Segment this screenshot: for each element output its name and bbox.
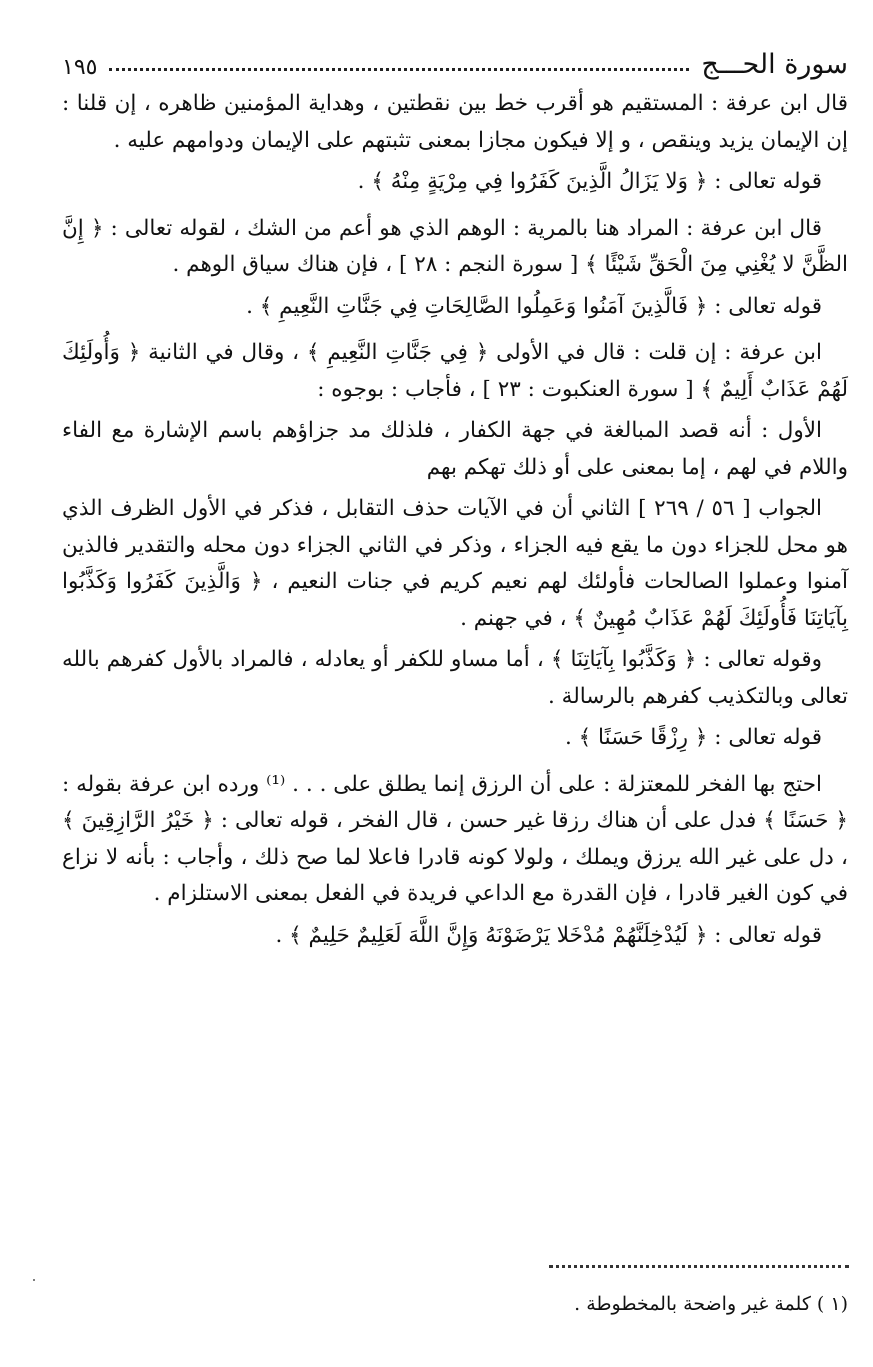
header-dotted-leader [109, 68, 689, 71]
running-header [62, 40, 848, 80]
surah-title: سورة الحـــج [701, 49, 848, 80]
verse-line-4: قوله تعالى : ﴿ لَيُدْخِلَنَّهُمْ مُدْخَلا يَرْضَوْنَهُ وَإِنَّ اللَّهَ لَعَلِيمٌ حَلِيمٌ ﴾ . [275, 922, 822, 948]
paragraph-3: ابن عرفة : إن قلت : قال في الأولى ﴿ فِي جَنَّاتِ النَّعِيمِ ﴾ ، وقال في الثانية ﴿ وَأُولَئِكَ لَهُمْ عَذَابٌ أَلِيمٌ ﴾ [ سورة العنكبوت : ٢٣ ] ، فأجاب : بوجوه : [62, 340, 848, 402]
scan-speck [33, 1279, 35, 1281]
paragraph-6: وقوله تعالى : ﴿ وَكَذَّبُوا بِآيَاتِنَا ﴾ ، أما مساو للكفر أو يعادله ، فالمراد بالأول كفرهم بالله تعالى وبالتكذيب كفرهم بالرسالة . [62, 647, 848, 709]
footnote: (١ ) كلمة غير واضحة بالمخطوطة . [574, 1293, 848, 1315]
paragraph-1: قال ابن عرفة : المستقيم هو أقرب خط بين نقطتين ، وهداية المؤمنين ظاهره ، إن قلنا : إن الإيمان يزيد وينقص ، و إلا فيكون مجازا بمعنى تثبتهم على الإيمان ودوامهم عليه . [62, 91, 848, 153]
footnote-separator [549, 1265, 849, 1268]
verse-line-1: قوله تعالى : ﴿ وَلا يَزَالُ الَّذِينَ كَفَرُوا فِي مِرْيَةٍ مِنْهُ ﴾ . [357, 169, 822, 194]
page-number: ١٩٥ [62, 55, 98, 80]
paragraph-4: الأول : أنه قصد المبالغة في جهة الكفار ، فلذلك مد جزاؤهم باسم الإشارة مع الفاء واللام في لهم ، إما بمعنى على أو ذلك تهكم بهم [62, 418, 848, 480]
paragraph-2: قال ابن عرفة : المراد هنا بالمرية : الوهم الذي هو أعم من الشك ، لقوله تعالى : ﴿ إِنَّ الظَّنَّ لا يُغْنِي مِنَ الْحَقِّ شَيْئًا ﴾ [ سورة النجم : ٢٨ ] ، فإن هناك سياق الوهم . [62, 215, 848, 277]
paragraph-5: الجواب [ ٥٦ / ٢٦٩ ] الثاني أن في الآيات حذف التقابل ، فذكر في الأول الظرف الذي هو محل للجزاء دون ما يقع فيه الجزاء ، وذكر في الثاني الجزاء دون محله والتقدير فالذين آمنوا وعملوا الصالحات فأولئك لهم نعيم كريم في جنات النعيم ، ﴿ وَالَّذِينَ كَفَرُوا وَكَذَّبُوا بِآيَاتِنَا فَأُولَئِكَ لَهُمْ عَذَابٌ مُهِينٌ ﴾ ، في جهنم . [62, 496, 848, 631]
verse-line-3: قوله تعالى : ﴿ رِزْقًا حَسَنًا ﴾ . [564, 725, 822, 750]
page-body [62, 40, 848, 964]
paragraph-7: احتج بها الفخر للمعتزلة : على أن الرزق إنما يطلق على . . . ⁽¹⁾ ورده ابن عرفة بقوله : ﴿ حَسَنًا ﴾ فدل على أن هناك رزقا غير حسن ، قال الفخر ، قوله تعالى : ﴿ خَيْرُ الرَّازِقِينَ ﴾ ، دل على غير الله يرزق ويملك ، ولولا كونه قادرا فاعلا لما صح ذلك ، وأجاب : بأنه لا نزاع في كون الغير قادرا ، فإن القدرة مع الداعي فريدة في الفعل بمعنى الاستلزام . [62, 771, 848, 906]
verse-line-2: قوله تعالى : ﴿ فَالَّذِينَ آمَنُوا وَعَمِلُوا الصَّالِحَاتِ فِي جَنَّاتِ النَّعِيمِ ﴾ . [246, 293, 822, 319]
